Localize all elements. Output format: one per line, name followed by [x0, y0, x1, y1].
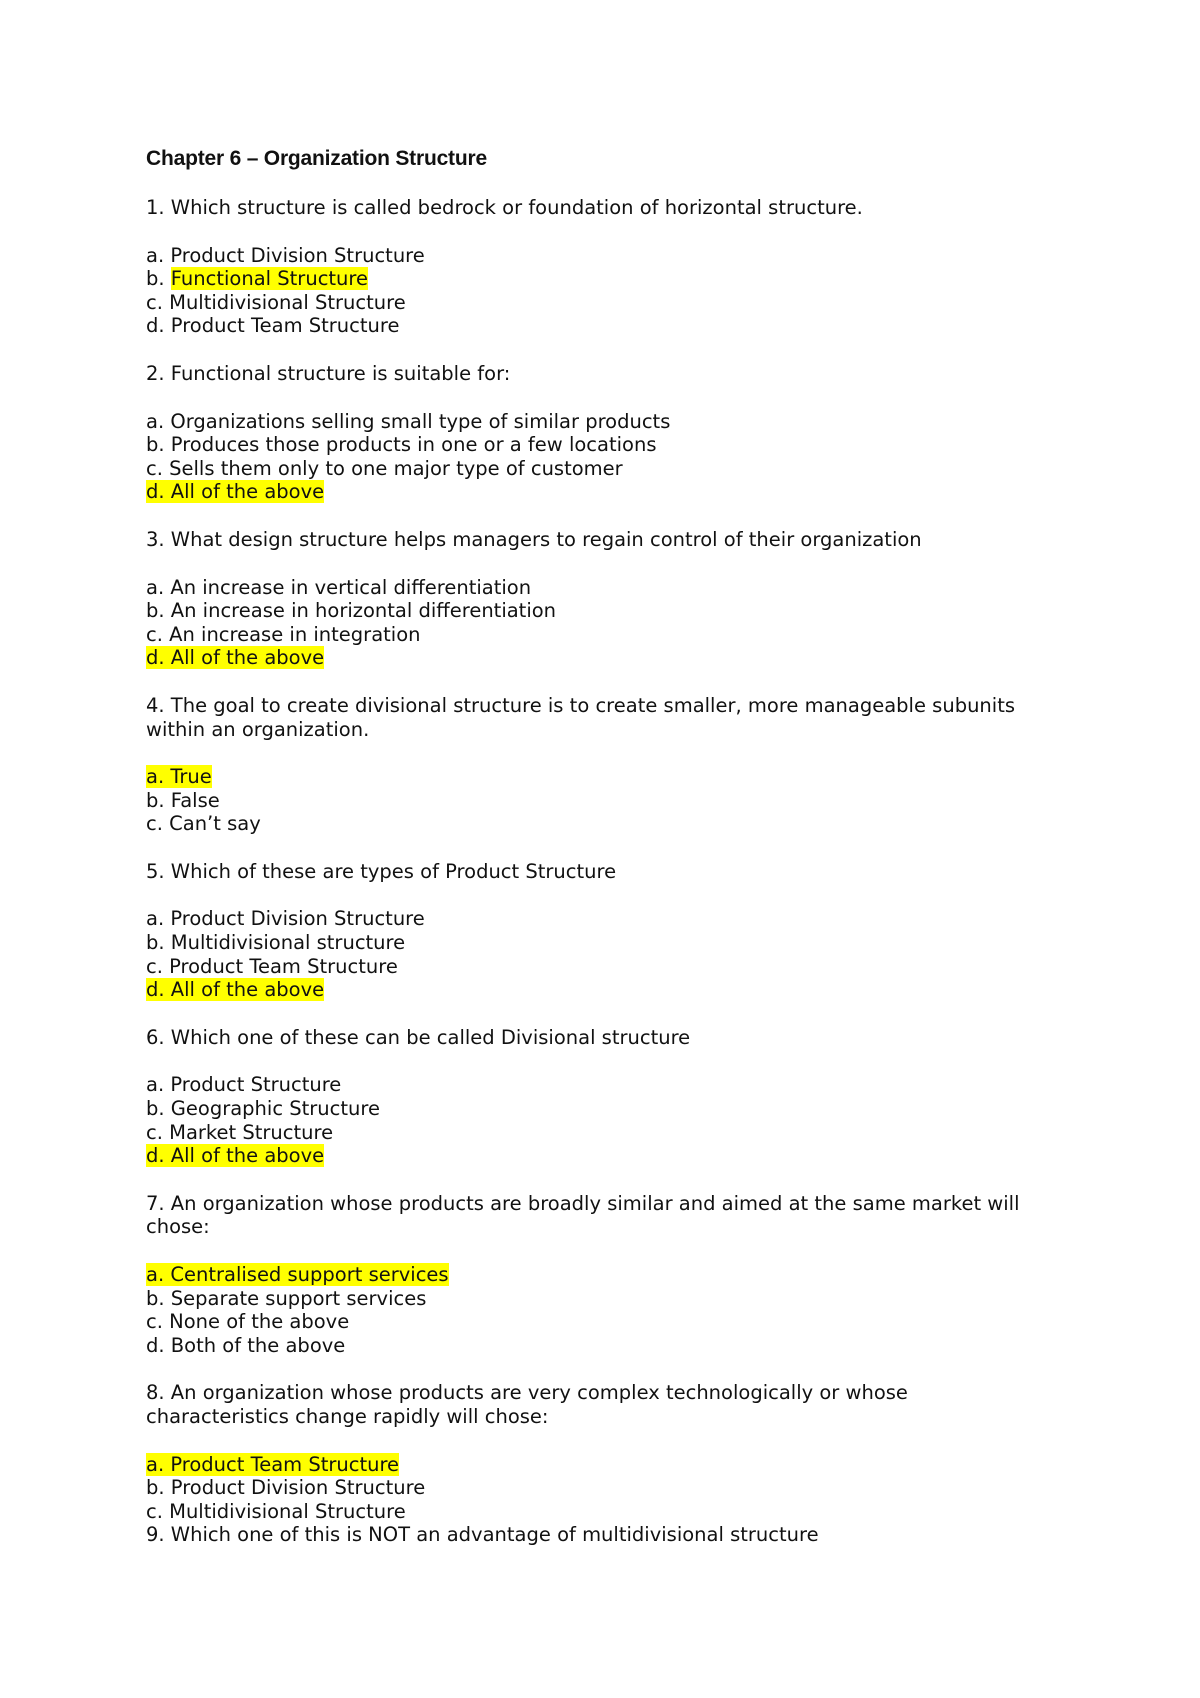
option [146, 907, 1076, 931]
option-label: All of the above [170, 480, 325, 504]
option-prefix: c. [146, 1120, 170, 1144]
option-correct [146, 1263, 1076, 1287]
option-label: An increase in horizontal differentiation [170, 599, 557, 623]
option-prefix: a. [146, 765, 171, 789]
option-prefix: c. [146, 290, 170, 314]
option [146, 789, 1076, 813]
option-prefix: c. [146, 954, 170, 978]
option [146, 291, 1076, 315]
option-prefix: a. [146, 1073, 171, 1097]
option-prefix: a. [146, 907, 171, 931]
question-text [146, 694, 1076, 741]
option [146, 599, 1076, 623]
option-label: All of the above [170, 646, 325, 670]
question-6 [146, 1026, 1076, 1168]
option-prefix: b. [146, 433, 171, 457]
option [146, 433, 1076, 457]
question-1 [146, 196, 1076, 338]
option [146, 1334, 1076, 1358]
option-prefix: d. [146, 646, 171, 670]
option-label: Product Structure [170, 1073, 342, 1097]
option-label: Product Division Structure [170, 243, 425, 267]
question-8 [146, 1381, 1076, 1523]
highlighted-answer [146, 1453, 399, 1476]
option-label: Can’t say [169, 812, 261, 836]
option-prefix: c. [146, 622, 170, 646]
option-prefix: c. [146, 456, 170, 480]
option [146, 576, 1076, 600]
option [146, 812, 1076, 836]
option-label: Market Structure [169, 1120, 334, 1144]
option-prefix: d. [146, 978, 171, 1002]
option-label: Geographic Structure [170, 1097, 380, 1121]
question-text-line: 4. The goal to create divisional structure is to create smaller, more manageable subunits [146, 693, 1016, 717]
option-label: False [170, 788, 220, 812]
option-prefix: c. [146, 812, 170, 836]
question-text [146, 1192, 1076, 1239]
option-label: All of the above [170, 978, 325, 1002]
option-label: Product Team Structure [169, 954, 398, 978]
question-text-line: characteristics change rapidly will chose: [146, 1404, 549, 1428]
question-text: 1. Which structure is called bedrock or foundation of horizontal structure. [146, 196, 863, 219]
option [146, 1073, 1076, 1097]
highlighted-answer: Functional Structure [170, 267, 368, 291]
option-correct [146, 480, 1076, 504]
option-label: Product Team Structure [170, 1452, 400, 1476]
question-text-line: chose: [146, 1215, 210, 1239]
option-correct [146, 978, 1076, 1002]
option-label: Organizations selling small type of similar products [170, 409, 671, 433]
question-text-line: 8. An organization whose products are very complex technologically or whose [146, 1381, 908, 1405]
option [146, 1476, 1076, 1500]
document-content [146, 146, 1076, 1547]
question-text: 9. Which one of this is NOT an advantage of multidivisional structure [146, 1523, 819, 1547]
option-correct [146, 267, 1076, 291]
question-4 [146, 694, 1076, 836]
option-prefix: b. [146, 1097, 171, 1121]
option [146, 931, 1076, 955]
option-label: Product Division Structure [170, 1476, 426, 1500]
highlighted-answer [146, 1144, 324, 1167]
question-text: 5. Which of these are types of Product Structure [146, 859, 617, 883]
option-prefix: a. [146, 575, 171, 599]
option-prefix: b. [146, 267, 171, 291]
option-prefix: b. [146, 788, 171, 812]
option-prefix: d. [146, 480, 171, 504]
option [146, 1097, 1076, 1121]
option [146, 1121, 1076, 1145]
option-label: An increase in vertical differentiation [170, 575, 532, 599]
option-prefix: a. [146, 1452, 171, 1476]
question-text-line: 7. An organization whose products are broadly similar and aimed at the same market will [146, 1191, 1020, 1215]
highlighted-answer [146, 978, 324, 1001]
option-prefix: c. [146, 1499, 170, 1523]
question-9 [146, 1523, 1076, 1547]
option [146, 1287, 1076, 1311]
question-2 [146, 362, 1076, 504]
option-correct [146, 1453, 1076, 1477]
option-prefix: c. [146, 1310, 170, 1334]
option [146, 314, 1076, 338]
option [146, 457, 1076, 481]
option-label: Multidivisional Structure [169, 1499, 406, 1523]
option [146, 1310, 1076, 1334]
option [146, 410, 1076, 434]
option-prefix: b. [146, 931, 171, 955]
option-label: Produces those products in one or a few locations [170, 433, 657, 457]
option-prefix: d. [146, 1144, 171, 1168]
highlighted-answer [146, 480, 324, 503]
option-prefix: a. [146, 243, 171, 267]
option-correct [146, 765, 1076, 789]
option-correct [146, 646, 1076, 670]
option-label: Product Team Structure [170, 314, 400, 338]
option-label: Sells them only to one major type of customer [169, 456, 623, 480]
option-label: Separate support services [170, 1286, 427, 1310]
question-text: 2. Functional structure is suitable for: [146, 361, 511, 385]
option [146, 1500, 1076, 1524]
option-label: An increase in integration [169, 622, 421, 646]
option-prefix: d. [146, 314, 171, 338]
highlighted-answer [146, 646, 324, 669]
option-label: Both of the above [170, 1333, 346, 1357]
option-label: Multidivisional Structure [169, 290, 406, 314]
question-7 [146, 1192, 1076, 1358]
highlighted-answer [146, 1263, 449, 1286]
option [146, 955, 1076, 979]
question-text: 6. Which one of these can be called Divisional structure [146, 1025, 691, 1049]
option-prefix: b. [146, 1286, 171, 1310]
document-title: Chapter 6 – Organization Structure [146, 147, 487, 170]
option [146, 244, 1076, 268]
question-text-line: within an organization. [146, 717, 370, 741]
question-3 [146, 528, 1076, 670]
highlighted-answer [146, 765, 212, 788]
option-prefix: a. [146, 409, 171, 433]
question-text [146, 1381, 1076, 1428]
option [146, 623, 1076, 647]
option-label: None of the above [169, 1310, 350, 1334]
option-prefix: b. [146, 599, 171, 623]
option-label: Centralised support services [170, 1263, 449, 1286]
question-text: 3. What design structure helps managers to regain control of their organization [146, 527, 922, 551]
option-label: Multidivisional structure [170, 931, 406, 955]
question-5 [146, 860, 1076, 1002]
option-prefix: b. [146, 1476, 171, 1500]
option-label: All of the above [170, 1144, 325, 1168]
option-prefix: a. [146, 1263, 171, 1286]
option-label: Product Division Structure [170, 907, 425, 931]
option-correct [146, 1144, 1076, 1168]
option-label: True [170, 765, 212, 789]
option-prefix: d. [146, 1333, 171, 1357]
